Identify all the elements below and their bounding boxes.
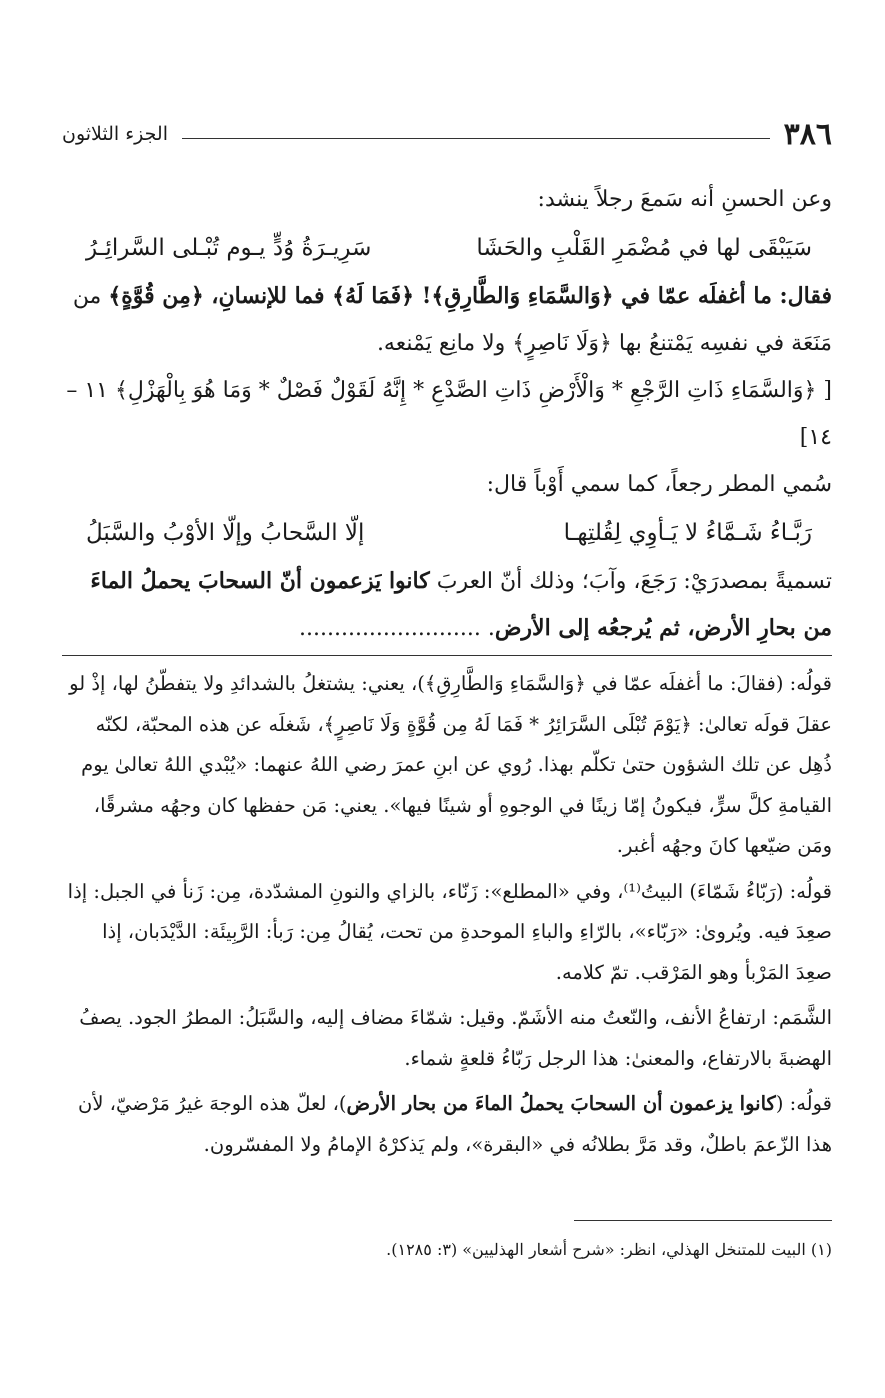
commentary-para-4 [62,1084,832,1165]
commentary-divider [62,655,832,656]
intro-line: وعن الحسنِ أنه سَمعَ رجلاً ينشد: [537,187,832,212]
page-number: ٣٨٦ [783,116,832,152]
verse-one [62,223,832,273]
header-rule [182,138,770,139]
c4-open: قولُه: ( [775,1092,832,1115]
c4-rest: )، لعلّ هذه الوجهَ غيرُ مَرْضيّ، لأن هذا الزّعمَ باطلٌ، وقد مَرَّ بطلانُه في «البقرة»، ولم يَذكرْهُ الإمامُ ولا المفسّرون. [78,1092,832,1156]
naming-ellipsis: . .......................... [299,616,495,641]
verse-two-first-hemistich: رَبَّـاءُ شَـمَّاءُ لا يَـأوِي لِقُلتِهـا [563,520,812,546]
naming-explanation [62,558,832,652]
footnote-rule [574,1220,832,1221]
naming-plain: تسميةً بمصدرَيْ: رَجَعَ، وآبَ؛ وذلك أنّ العربَ [429,569,832,594]
page-header [62,112,832,156]
verse-two-second-hemistich: إلّا السَّحابُ وإلّا الأوْبُ والسَّبَلُ [86,520,365,546]
verse-two [62,508,832,558]
c4-quote: كانوا يزعمون أن السحابَ يحملُ الماءَ من بحار الأرض [346,1092,776,1115]
commentary-para-1: قولُه: (فقالَ: ما أغفلَه عمّا في ﴿وَالسَّمَاءِ وَالطَّارِقِ﴾)، يعني: يشتغلُ بالشدائدِ ولا يتفطّنُ لها، إذْ لو عقلَ قولَه تعالىٰ: ﴿يَوْمَ تُبْلَى السَّرَائِرُ * فَمَا لَهُ مِن قُوَّةٍ وَلَا نَاصِرٍ﴾، شَغلَه عن هذه المحبّة، لكنّه ذُهِل عن تلك الشؤون حتىٰ تكلّم بهذا. رُوي عن ابنِ عمرَ رضي اللهُ عنهما: «يُبْدي اللهُ تعالىٰ يوم القيامةِ كلَّ سرٍّ، فيكونُ إمّا زينًا في الوجوهِ أو شينًا فيها». يعني: مَن حفظها كان وجهُه مشرقًا، ومَن ضيّعها كانَ وجهُه أغبر. [69,672,832,857]
rain-naming-line: سُمي المطر رجعاً، كما سمي أَوْباً قال: [486,472,832,497]
tafsir-paragraph [62,273,832,367]
footnote: (١) البيت للمتنخل الهذلي، انظر: «شرح أشعار الهذليين» (٣: ١٢٨٥). [386,1240,832,1259]
main-text [62,176,832,652]
quran-verses: [ ﴿وَالسَّمَاءِ ذَاتِ الرَّجْعِ * وَالْأَرْضِ ذَاتِ الصَّدْعِ * إِنَّهُ لَقَوْلٌ فَصْلٌ * وَمَا هُوَ بِالْهَزْلِ﴾ ١١ – ١٤] [66,378,832,450]
tafsir-bold-lead: فقال: ما أغفلَه عمّا في ﴿وَالسَّمَاءِ وَالطَّارِقِ﴾! ﴿فَمَا لَهُ﴾ فما للإنسانِ، ﴿مِن قُوَّةٍ﴾ [108,283,832,309]
verse-one-second-hemistich: سَرِيـرَةُ وُدٍّ يـوم تُبْـلى السَّرائِـرُ [86,235,372,261]
naming-bold: كانوا يَزعمون أنّ السحابَ يحملُ الماءَ من بحارِ الأرض، ثم يُرجعُه إلى الأرض [90,568,832,641]
part-title: الجزء الثلاثون [62,123,168,145]
tafsir-rest: من مَنَعَة في نفسِه يَمْتنعُ بها ﴿وَلَا نَاصِرٍ﴾ ولا مانِع يَمْنعه. [72,284,832,356]
commentary [62,664,832,1165]
commentary-para-3: الشَّمَم: ارتفاعُ الأنف، والنّعتُ منه الأشَمّ. وقيل: شمّاءَ مضاف إليه، والسَّبَلُ: المطرُ الجود. يصفُ الهضبةَ بالارتفاع، والمعنىٰ: هذا الرجل رَبّاءُ قلعةٍ شماء. [79,1006,832,1070]
commentary-para-2: قولُه: (رَبّاءُ شَمّاءَ) البيتُ⁽¹⁾، وفي «المطلع»: زَنّاء، بالزاي والنونِ المشدّدة، مِن: زَنأ في الجبل: إذا صعِدَ فيه. ويُروىٰ: «رَبّاء»، بالرّاءِ والباءِ الموحدةِ من تحت، يُقالُ مِن: رَبأ: الرَّبِيئَة: الدَّيْدَبان، إذا صعِدَ المَرْبأ وهو المَرْقب. تمّ كلامه. [67,879,832,984]
verse-one-first-hemistich: سَيَبْقَى لها في مُضْمَرِ القَلْبِ والحَشَا [476,235,812,261]
